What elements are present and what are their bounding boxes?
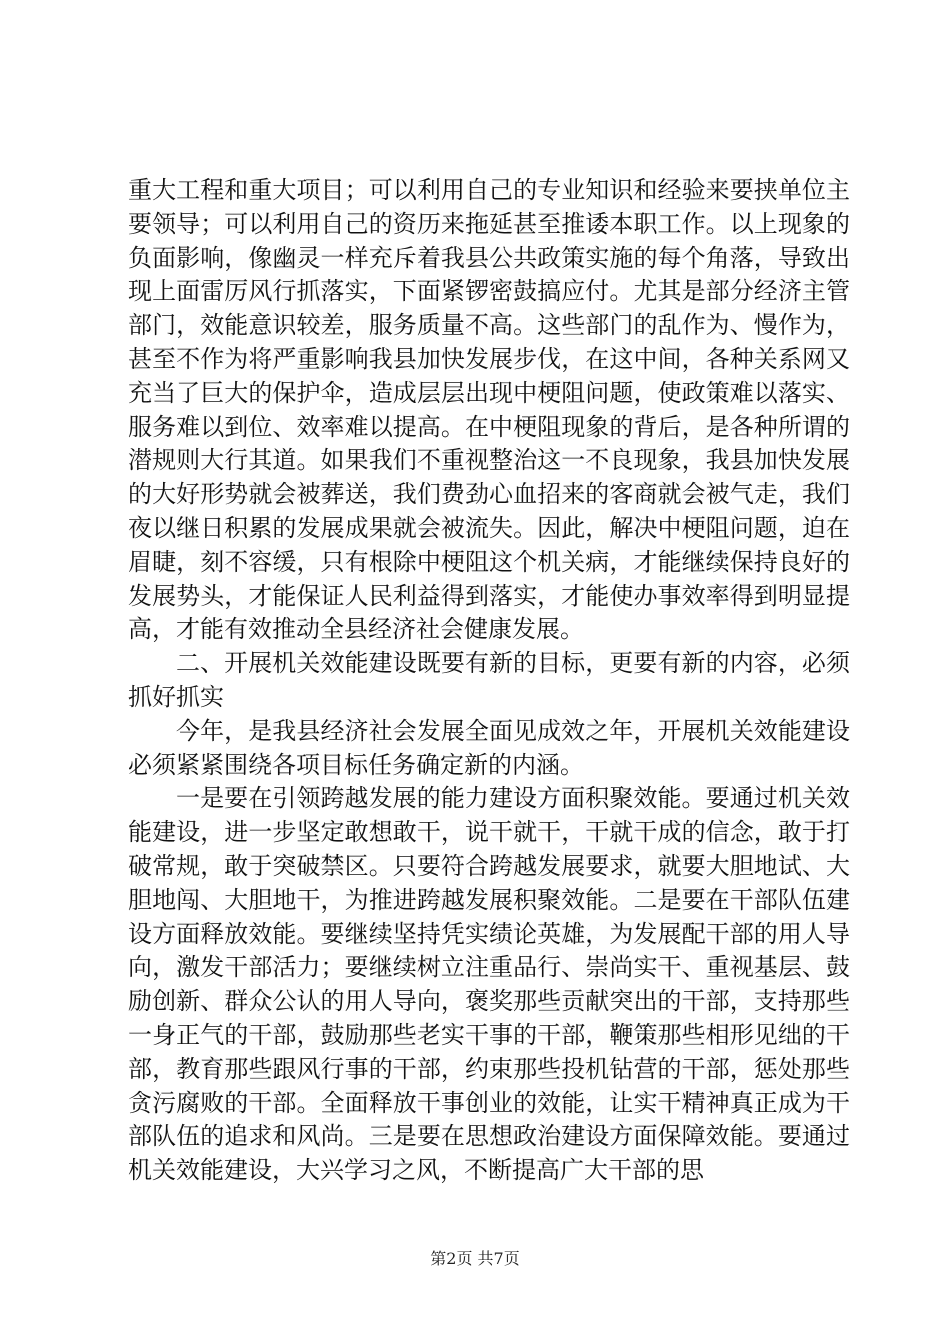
page-number-footer: 第2页 共7页 — [430, 1249, 520, 1268]
paragraph-points: 一是要在引领跨越发展的能力建设方面积聚效能。要通过机关效能建设，进一步坚定敢想敢干，说干就干，干就干成的信念，敢于打破常规，敢于突破禁区。只要符合跨越发展要求，就要大胆地试、大胆地闯、大胆地干，为推进跨越发展积聚效能。二是要在干部队伍建设方面释放效能。要继续坚持凭实绩论英雄，为发展配干部的用人导向，激发干部活力；要继续树立注重品行、崇尚实干、重视基层、鼓励创新、群众公认的用人导向，褒奖那些贡献突出的干部，支持那些一身正气的干部，鼓励那些老实干事的干部，鞭策那些相形见绌的干部，教育那些跟风行事的干部，约束那些投机钻营的干部，惩处那些贪污腐败的干部。全面释放干事创业的效能，让实干精神真正成为干部队伍的追求和风尚。三是要在思想政治建设方面保障效能。要通过机关效能建设，大兴学习之风，不断提高广大干部的思 — [128, 784, 850, 1185]
document-body — [128, 174, 850, 1188]
section-heading: 二、开展机关效能建设既要有新的目标，更要有新的内容，必须抓好抓实 — [128, 649, 850, 711]
paragraph-intro: 今年，是我县经济社会发展全面见成效之年，开展机关效能建设必须紧紧围绕各项目标任务确定新的内涵。 — [128, 716, 850, 779]
paragraph-continuation: 重大工程和重大项目；可以利用自己的专业知识和经验来要挟单位主要领导；可以利用自己的资历来拖延甚至推诿本职工作。以上现象的负面影响，像幽灵一样充斥着我县公共政策实施的每个角落，导致出现上面雷厉风行抓落实，下面紧锣密鼓搞应付。尤其是部分经济主管部门，效能意识较差，服务质量不高。这些部门的乱作为、慢作为，甚至不作为将严重影响我县加快发展步伐，在这中间，各种关系网又充当了巨大的保护伞，造成层层出现中梗阻问题，使政策难以落实、服务难以到位、效率难以提高。在中梗阻现象的背后，是各种所谓的潜规则大行其道。如果我们不重视整治这一不良现象，我县加快发展的大好形势就会被葬送，我们费劲心血招来的客商就会被气走，我们夜以继日积累的发展成果就会被流失。因此，解决中梗阻问题，迫在眉睫，刻不容缓，只有根除中梗阻这个机关病，才能继续保持良好的发展势头，才能保证人民利益得到落实，才能使办事效率得到明显提高，才能有效推动全县经济社会健康发展。 — [128, 176, 850, 644]
